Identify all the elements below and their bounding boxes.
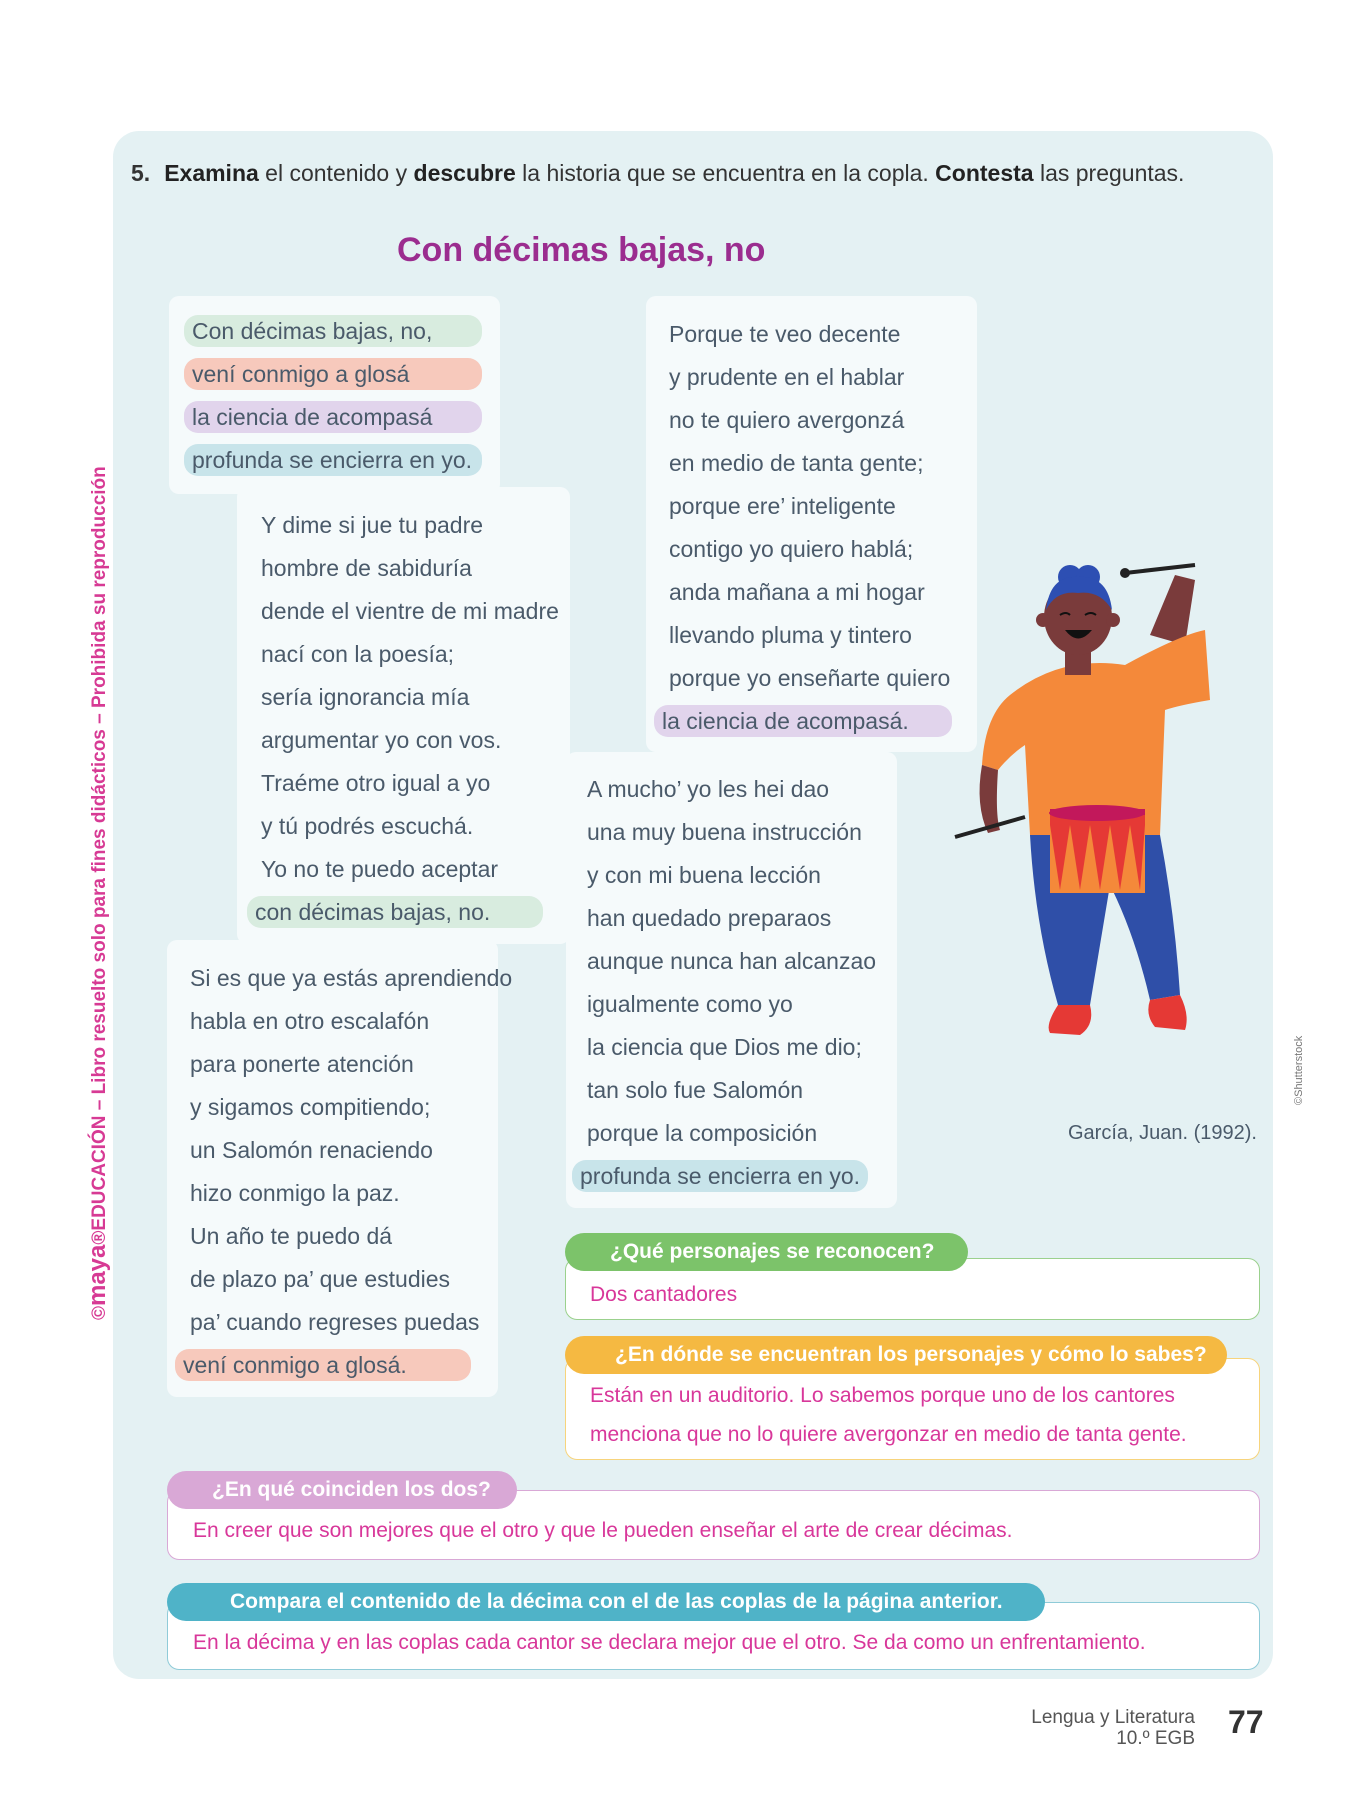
question-2: ¿En dónde se encuentran los personajes y cómo lo sabes? [565,1336,1227,1374]
verse: porque ere’ inteligente [669,493,896,519]
verse: hombre de sabiduría [261,555,472,581]
drummer-illustration [950,555,1220,1115]
grade-level: 10.º EGB [1116,1728,1195,1749]
instruction [131,160,1184,187]
verse: profunda se encierra en yo. [572,1160,868,1192]
verse: sería ignorancia mía [261,684,470,710]
verse: porque la composición [587,1120,818,1146]
verse: con décimas bajas, no. [247,896,543,928]
verse: vení conmigo a glosá. [175,1349,471,1381]
instruction-verb-1: Examina [164,160,259,186]
verse: dende el vientre de mi madre [261,598,559,624]
verse: y con mi buena lección [587,862,821,888]
verse: y tú podrés escuchá. [261,813,474,839]
poem-title: Con décimas bajas, no [397,231,766,269]
verse: y sigamos compitiendo; [190,1094,431,1120]
verse: Porque te veo decente [669,321,901,347]
answer-2-line-2[interactable]: menciona que no lo quiere avergonzar en medio de tanta gente. [590,1423,1187,1446]
verse: la ciencia que Dios me dio; [587,1034,862,1060]
verse: pa’ cuando regreses puedas [190,1309,480,1335]
verse: hizo conmigo la paz. [190,1180,400,1206]
verse: aunque nunca han alcanzao [587,948,877,974]
verse: y prudente en el hablar [669,364,905,390]
verse: contigo yo quiero hablá; [669,536,914,562]
verse: Con décimas bajas, no, [184,315,482,347]
answer-1-line-1[interactable]: Dos cantadores [590,1283,738,1306]
instruction-number: 5. [131,160,151,186]
verse: tan solo fue Salomón [587,1077,804,1103]
verse: la ciencia de acompasá [184,401,482,433]
page-number: 77 [1228,1704,1264,1740]
copyright-notice: EDUCACIÓN – Libro resuelto solo para fines didácticos – Prohibida su reproducción [89,466,110,1231]
verse: A mucho’ yo les hei dao [587,776,830,802]
verse: habla en otro escalafón [190,1008,430,1034]
instruction-verb-3: Contesta [935,160,1034,186]
verse: no te quiero avergonzá [669,407,905,433]
verse: una muy buena instrucción [587,819,862,845]
footer-subject [1031,1707,1195,1749]
copyright-symbol: © [89,1306,110,1320]
verse: profunda se encierra en yo. [184,444,482,476]
verse: de plazo pa’ que estudies [190,1266,451,1292]
verse: la ciencia de acompasá. [654,705,952,737]
answer-3-line-1[interactable]: En creer que son mejores que el otro y que le pueden enseñar el arte de crear décimas. [193,1519,1013,1542]
subject-name: Lengua y Literatura [1031,1707,1195,1728]
answer-4-line-1[interactable]: En la décima y en las coplas cada cantor se declara mejor que el otro. Se da como un enfrentamiento. [193,1631,1146,1654]
verse: un Salomón renaciendo [190,1137,433,1163]
verse: Un año te puedo dá [190,1223,393,1249]
verse: argumentar yo con vos. [261,727,502,753]
registered-mark: ® [89,1230,110,1245]
image-credit: ©Shutterstock [1293,1035,1305,1105]
answer-2-line-1[interactable]: Están en un auditorio. Lo sabemos porque uno de los cantores [590,1384,1175,1407]
instruction-verb-2: descubre [413,160,516,186]
verse: llevando pluma y tintero [669,622,912,648]
verse: han quedado preparaos [587,905,832,931]
verse: porque yo enseñarte quiero [669,665,951,691]
verse: para ponerte atención [190,1051,414,1077]
verse: Yo no te puedo aceptar [261,856,499,882]
instruction-text-3: las preguntas. [1033,160,1185,186]
verse: Y dime si jue tu padre [261,512,484,538]
verse: nací con la poesía; [261,641,455,667]
question-1: ¿Qué personajes se reconocen? [565,1233,968,1271]
instruction-text-2: la historia que se encuentra en la copla. [515,160,936,186]
poem-citation: García, Juan. (1992). [1068,1122,1257,1144]
brand-logo: maya [84,1244,111,1306]
verse: vení conmigo a glosá [184,358,482,390]
verse: Traéme otro igual a yo [261,770,491,796]
copyright-side-text [84,466,112,1320]
verse: anda mañana a mi hogar [669,579,925,605]
verse: igualmente como yo [587,991,793,1017]
question-3: ¿En qué coinciden los dos? [167,1471,517,1509]
question-4: Compara el contenido de la décima con el de las coplas de la página anterior. [167,1583,1045,1621]
verse: en medio de tanta gente; [669,450,924,476]
verse: Si es que ya estás aprendiendo [190,965,513,991]
instruction-text-1: el contenido y [258,160,414,186]
